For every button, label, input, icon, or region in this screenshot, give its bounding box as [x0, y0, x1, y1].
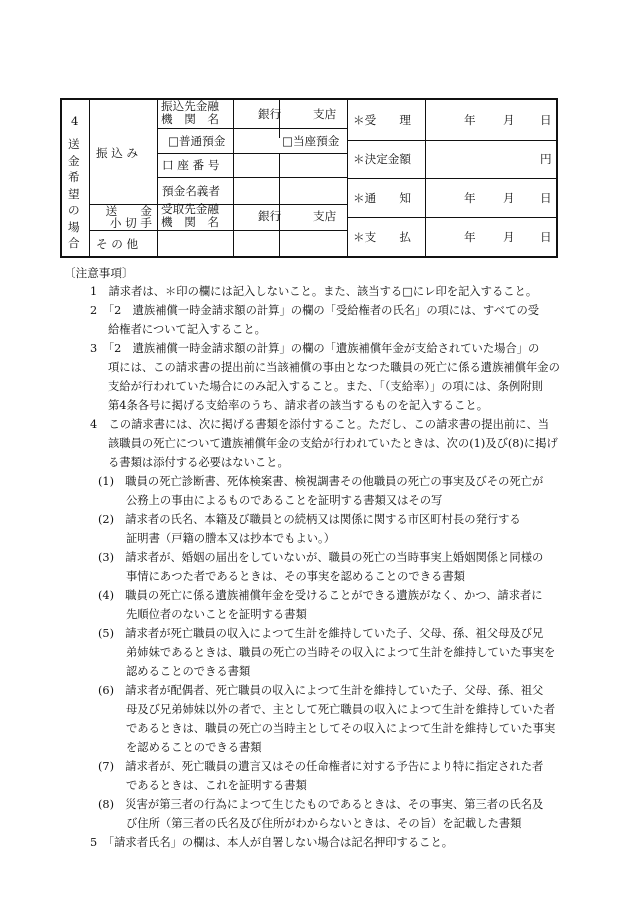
- table-divider: [347, 140, 558, 141]
- note-line: (5) 請求者が死亡職員の収入によつて生計を維持していた子、父母、孫、祖父母及び兄: [98, 627, 544, 640]
- receiving-branch-suffix: 支店: [313, 209, 337, 223]
- juri-year: 年: [464, 113, 476, 127]
- kettei-label: ＊決定金額: [353, 152, 411, 166]
- juri-label: ＊受 理: [353, 113, 411, 127]
- shiharai-label: ＊支 払: [353, 230, 411, 244]
- bank-name-label: [161, 100, 219, 126]
- table-divider: [89, 230, 347, 231]
- note-line: る書類は添付する必要はないこと。: [108, 456, 289, 469]
- bank-name-label-line2: 機 関 名: [161, 112, 219, 126]
- note-line: (8) 災害が第三者の行為によつて生じたものであるときは、その事実、第三者の氏名及: [98, 798, 544, 811]
- note-line: 1 請求者は、＊印の欄には記入しないこと。また、該当する□にレ印を記入すること。: [90, 285, 538, 298]
- note-line: 弟姉妹であるときは、職員の死亡の当時その収入によつて生計を維持していた事実を: [126, 646, 556, 659]
- sonota-label: そ の 他: [96, 237, 139, 251]
- table-divider: [347, 178, 558, 179]
- table-divider: [157, 128, 347, 129]
- current-deposit-checkbox[interactable]: □当座預金: [282, 134, 340, 148]
- shiharai-year: 年: [464, 230, 476, 244]
- bank-suffix: 銀行: [258, 107, 282, 121]
- tsuchi-month: 月: [503, 191, 515, 205]
- receiving-bank-label: [161, 203, 219, 229]
- notes-heading: 〔注意事項〕: [64, 266, 134, 280]
- note-line: (4) 職員の死亡に係る遺族補償年金を受けることができる遺族がなく、かつ、請求者に: [98, 589, 543, 602]
- note-line: (6) 請求者が配偶者、死亡職員の収入によつて生計を維持していた子、父母、孫、祖父: [98, 684, 544, 697]
- juri-month: 月: [503, 113, 515, 127]
- note-line: 2 「2 遺族補償一時金請求額の計算」の欄の「受給権者の氏名」の項には、すべての受: [90, 304, 540, 317]
- branch-suffix: 支店: [313, 107, 337, 121]
- table-divider: [157, 177, 347, 178]
- note-line: 証明書（戸籍の謄本又は抄本でもよい。）: [126, 532, 335, 545]
- note-line: 事情にあつた者であるときは、その事実を認めることのできる書類: [126, 570, 465, 583]
- kettei-yen: 円: [540, 152, 552, 166]
- account-number-label: 口 座 番 号: [162, 158, 220, 172]
- kogitte-label: 小 切 手: [109, 216, 152, 230]
- receiving-bank-label-line1: 受取先金融: [161, 202, 219, 216]
- note-line: であるときは、職員の死亡の当時主としてその収入によつて生計を維持していた事実: [126, 722, 556, 735]
- note-line: 5 「請求者氏名」の欄は、本人が自署しない場合は記名押印すること。: [90, 836, 454, 849]
- note-line: 母及び兄弟姉妹以外の者で、主として死亡職員の収入によつて生計を維持していた者: [126, 703, 556, 716]
- note-line: 先順位者のないことを証明する書類: [126, 608, 307, 621]
- table-divider: [279, 153, 280, 258]
- juri-day: 日: [540, 113, 552, 127]
- note-line: 支給が行われていた場合にのみ記入すること。また、「（支給率）」の項には、条例附則: [108, 380, 543, 393]
- tsuchi-label: ＊通 知: [353, 191, 411, 205]
- receiving-bank-label-line2: 機 関 名: [161, 215, 219, 229]
- sokin-label: 送 金: [105, 204, 152, 218]
- note-line: 項には、この請求書の提出前に当該補償の事由となつた職員の死亡に係る遺族補償年金の: [108, 361, 560, 374]
- table-divider: [157, 153, 347, 154]
- table-divider: [347, 100, 348, 258]
- note-line: を認めることのできる書類: [126, 741, 262, 754]
- section-number: 4: [71, 114, 79, 128]
- shiharai-day: 日: [540, 230, 552, 244]
- furikomi-label: 振 込 み: [96, 146, 139, 160]
- note-line: 公務上の事由によるものであることを証明する書類又はその写: [126, 494, 443, 507]
- tsuchi-year: 年: [464, 191, 476, 205]
- sokin-kogitte-label: [92, 205, 152, 229]
- note-line: (2) 請求者の氏名、本籍及び職員との続柄又は関係に関する市区町村長の発行する: [98, 513, 521, 526]
- table-divider: [425, 100, 426, 258]
- account-holder-label: 預金名義者: [162, 184, 220, 198]
- table-divider: [233, 100, 234, 258]
- section-title: 送金希望の場合: [68, 137, 80, 250]
- note-line: 認めることのできる書類: [126, 665, 251, 678]
- note-line: であるときは、これを証明する書類: [126, 779, 307, 792]
- remittance-form-table: [60, 98, 558, 258]
- table-divider: [347, 217, 558, 218]
- note-line: 該職員の死亡について遺族補償年金の支給が行われていたときは、次の(1)及び(8)に掲げ: [108, 437, 558, 450]
- tsuchi-day: 日: [540, 191, 552, 205]
- ordinary-deposit-checkbox[interactable]: □普通預金: [168, 134, 226, 148]
- bank-name-label-line1: 振込先金融: [161, 99, 219, 113]
- shiharai-month: 月: [503, 230, 515, 244]
- note-line: び住所（第三者の氏名及び住所がわからないときは、その旨）を記載した書類: [126, 817, 522, 830]
- note-line: (7) 請求者が、死亡職員の遺言又はその任命権者に対する予告により特に指定された者: [98, 760, 544, 773]
- note-line: 4 この請求書には、次に掲げる書類を添付すること。ただし、この請求書の提出前に、当: [90, 418, 550, 431]
- receiving-bank-suffix: 銀行: [258, 209, 282, 223]
- note-line: (3) 請求者が、婚姻の届出をしていないが、職員の死亡の当時事実上婚姻関係と同様の: [98, 551, 544, 564]
- table-divider: [157, 100, 158, 258]
- table-divider: [89, 100, 90, 258]
- note-line: 第4条各号に掲げる支給率のうち、請求者の該当するものを記入すること。: [108, 399, 488, 412]
- note-line: 給権者について記入すること。: [108, 323, 266, 336]
- note-line: 3 「2 遺族補償一時金請求額の計算」の欄の「遺族補償年金が支給されていた場合」の: [90, 342, 540, 355]
- note-line: (1) 職員の死亡診断書、死体検案書、検視調書その他職員の死亡の事実及びその死亡が: [98, 475, 544, 488]
